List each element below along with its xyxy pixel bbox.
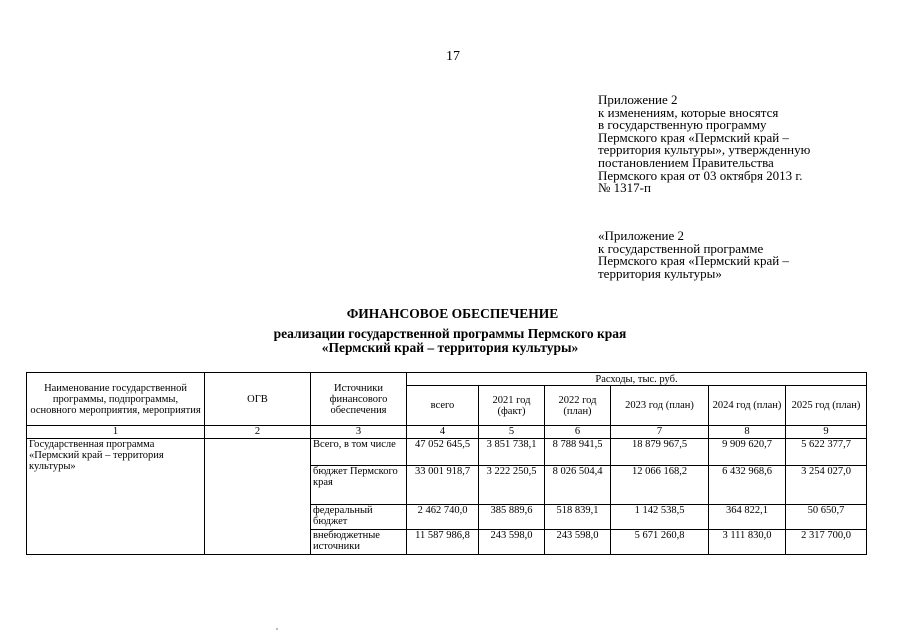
appendix-note-line: к изменениям, которые вносятся	[598, 104, 779, 120]
appendix-note-line: в государственную программу	[598, 117, 767, 133]
value-cell: 2 317 700,0	[786, 530, 867, 555]
column-index: 4	[407, 426, 479, 439]
header-2021: 2021 год (факт)	[479, 386, 545, 426]
appendix-quote-line: территория культуры»	[598, 265, 722, 281]
document-title: ФИНАНСОВОЕ ОБЕСПЕЧЕНИЕ	[346, 306, 559, 321]
value-cell: 3 111 830,0	[709, 530, 786, 555]
column-index: 8	[709, 426, 786, 439]
header-ogv: ОГВ	[205, 373, 311, 426]
source-cell: Всего, в том числе	[311, 439, 407, 466]
value-cell: 9 909 620,7	[709, 439, 786, 466]
column-index-row	[27, 426, 867, 439]
value-cell: 8 026 504,4	[545, 466, 611, 505]
value-cell: 8 788 941,5	[545, 439, 611, 466]
table-header-row	[27, 373, 867, 386]
appendix-note	[598, 94, 878, 195]
column-index: 1	[27, 426, 205, 439]
value-cell: 5 671 260,8	[611, 530, 709, 555]
source-cell: внебюджетные источники	[311, 530, 407, 555]
header-total: всего	[407, 386, 479, 426]
column-index: 5	[479, 426, 545, 439]
page-number: 17	[446, 49, 460, 64]
value-cell: 243 598,0	[545, 530, 611, 555]
column-index: 6	[545, 426, 611, 439]
program-name-cell: Государственная программа «Пермский край – территория культуры»	[27, 439, 205, 555]
header-2022: 2022 год (план)	[545, 386, 611, 426]
header-2025: 2025 год (план)	[786, 386, 867, 426]
value-cell: 2 462 740,0	[407, 505, 479, 530]
value-cell: 385 889,6	[479, 505, 545, 530]
scan-speck	[276, 628, 278, 630]
appendix-quote-line: Пермского края «Пермский край –	[598, 253, 789, 269]
value-cell: 243 598,0	[479, 530, 545, 555]
column-index: 3	[311, 426, 407, 439]
value-cell: 5 622 377,7	[786, 439, 867, 466]
appendix-note-line: Пермского края «Пермский край –	[598, 129, 789, 145]
column-index: 7	[611, 426, 709, 439]
value-cell: 12 066 168,2	[611, 466, 709, 505]
appendix-quote	[598, 230, 878, 280]
header-expenses: Расходы, тыс. руб.	[407, 373, 867, 386]
source-cell: федеральный бюджет	[311, 505, 407, 530]
value-cell: 11 587 986,8	[407, 530, 479, 555]
appendix-note-line: постановлением Правительства	[598, 154, 774, 170]
value-cell: 1 142 538,5	[611, 505, 709, 530]
header-2023: 2023 год (план)	[611, 386, 709, 426]
appendix-quote-line: к государственной программе	[598, 240, 764, 256]
appendix-note-line: № 1317-п	[598, 180, 651, 196]
table-row	[27, 439, 867, 466]
value-cell: 3 222 250,5	[479, 466, 545, 505]
value-cell: 47 052 645,5	[407, 439, 479, 466]
appendix-quote-line: «Приложение 2	[598, 228, 685, 243]
header-2024: 2024 год (план)	[709, 386, 786, 426]
header-sources: Источники финансового обеспечения	[311, 373, 407, 426]
value-cell: 364 822,1	[709, 505, 786, 530]
financing-table	[26, 372, 867, 555]
value-cell: 18 879 967,5	[611, 439, 709, 466]
value-cell: 518 839,1	[545, 505, 611, 530]
value-cell: 3 254 027,0	[786, 466, 867, 505]
source-cell: бюджет Пермского края	[311, 466, 407, 505]
header-name: Наименование государственной программы, подпрограммы, основного мероприятия, мероприятия	[27, 373, 205, 426]
column-index: 2	[205, 426, 311, 439]
appendix-note-line: территория культуры», утвержденную	[598, 142, 811, 158]
appendix-note-line: Приложение 2	[598, 92, 678, 107]
document-subtitle	[250, 327, 650, 355]
value-cell: 6 432 968,6	[709, 466, 786, 505]
value-cell: 50 650,7	[786, 505, 867, 530]
value-cell: 33 001 918,7	[407, 466, 479, 505]
ogv-cell	[205, 439, 311, 555]
subtitle-line: реализации государственной программы Пермского края	[273, 326, 627, 341]
subtitle-line: «Пермский край – территория культуры»	[321, 340, 579, 355]
value-cell: 3 851 738,1	[479, 439, 545, 466]
appendix-note-line: Пермского края от 03 октября 2013 г.	[598, 167, 803, 183]
column-index: 9	[786, 426, 867, 439]
